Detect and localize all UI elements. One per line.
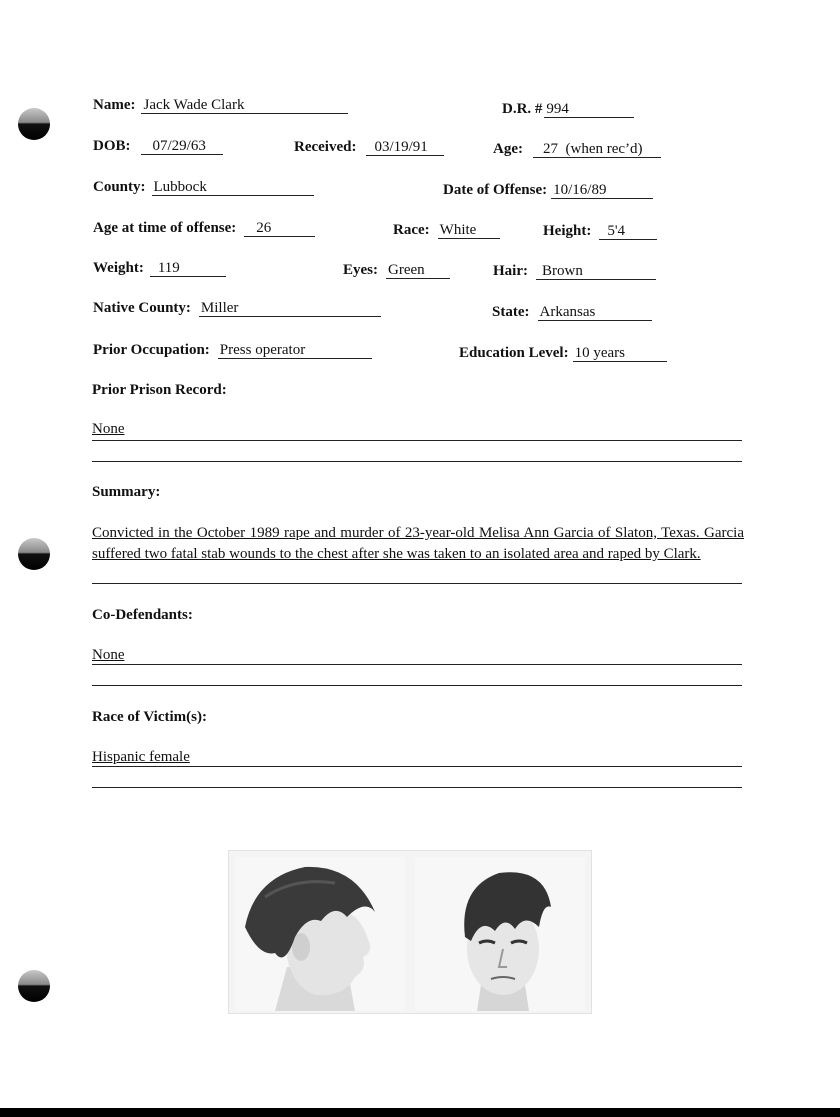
dr-number-value: 994 (544, 101, 634, 118)
native-county-field (93, 300, 381, 317)
hair-label: Hair: (493, 263, 528, 279)
summary-line (92, 583, 742, 584)
co-defendants-value: None (92, 647, 125, 663)
co-defendants-line-2 (92, 685, 742, 686)
summary-text: Convicted in the October 1989 rape and murder of 23-year-old Melisa Ann Garcia of Slaton, Texas. Garcia suffered two fatal stab wounds to the chest after she was taken to an isolated area and raped by Clark. (92, 525, 744, 562)
scan-edge-bar (0, 1108, 840, 1117)
eyes-label: Eyes: (343, 262, 378, 278)
prior-occupation-value: Press operator (218, 342, 372, 359)
prior-occupation-field (93, 342, 372, 359)
frontal-portrait-icon (415, 857, 585, 1011)
county-value: Lubbock (152, 179, 314, 196)
co-defendants-line-1 (92, 664, 742, 665)
race-field (393, 222, 500, 239)
name-field (93, 97, 348, 114)
education-level-value: 10 years (573, 345, 667, 362)
education-level-label: Education Level: (459, 345, 569, 361)
race-of-victims-line-1 (92, 766, 742, 767)
native-county-value: Miller (199, 300, 381, 317)
eyes-field (343, 262, 450, 279)
prior-prison-record-line-2 (92, 461, 742, 462)
race-of-victims-heading: Race of Victim(s): (92, 709, 207, 725)
received-label: Received: (294, 139, 357, 155)
date-of-offense-value: 10/16/89 (551, 182, 653, 199)
dob-label: DOB: (93, 138, 131, 154)
race-of-victims-line-2 (92, 787, 742, 788)
age-at-offense-field (93, 220, 315, 237)
age-at-offense-label: Age at time of offense: (93, 220, 237, 236)
education-level-field (459, 345, 667, 362)
height-field (543, 223, 657, 240)
name-label: Name: (93, 97, 136, 113)
race-label: Race: (393, 222, 430, 238)
height-label: Height: (543, 223, 592, 239)
dob-field (93, 138, 223, 155)
age-value: 27 (when rec’d) (533, 141, 661, 158)
state-field (492, 304, 652, 321)
age-at-offense-value: 26 (244, 220, 315, 237)
eyes-value: Green (386, 262, 450, 279)
hair-value: Brown (536, 263, 656, 280)
race-value: White (438, 222, 500, 239)
profile-portrait-icon (235, 857, 405, 1011)
weight-field (93, 260, 226, 277)
dr-number-label: D.R. # (502, 101, 543, 117)
county-field (93, 179, 314, 196)
dr-number-field (502, 101, 634, 118)
county-label: County: (93, 179, 146, 195)
weight-label: Weight: (93, 260, 144, 276)
age-label: Age: (493, 141, 523, 157)
height-value: 5'4 (599, 223, 657, 240)
mugshot-profile (235, 857, 405, 1011)
hair-field (493, 263, 656, 280)
hole-punch-top (18, 108, 50, 140)
age-field (493, 141, 661, 158)
native-county-label: Native County: (93, 300, 191, 316)
hole-punch-middle (18, 538, 50, 570)
mugshot-photo (228, 850, 592, 1014)
dob-value: 07/29/63 (141, 138, 223, 155)
received-value: 03/19/91 (366, 139, 444, 156)
hole-punch-bottom (18, 970, 50, 1002)
race-of-victims-value: Hispanic female (92, 749, 190, 765)
date-of-offense-label: Date of Offense: (443, 182, 548, 198)
prior-prison-record-line-1 (92, 440, 742, 441)
name-value: Jack Wade Clark (141, 97, 348, 114)
prior-occupation-label: Prior Occupation: (93, 342, 210, 358)
received-field (294, 139, 444, 156)
weight-value: 119 (150, 260, 226, 277)
summary-heading: Summary: (92, 484, 161, 500)
state-label: State: (492, 304, 530, 320)
co-defendants-heading: Co-Defendants: (92, 607, 193, 623)
date-of-offense-field (443, 182, 653, 199)
mugshot-frontal (415, 857, 585, 1011)
state-value: Arkansas (538, 304, 652, 321)
prior-prison-record-value: None (92, 421, 125, 437)
prior-prison-record-heading: Prior Prison Record: (92, 382, 227, 398)
